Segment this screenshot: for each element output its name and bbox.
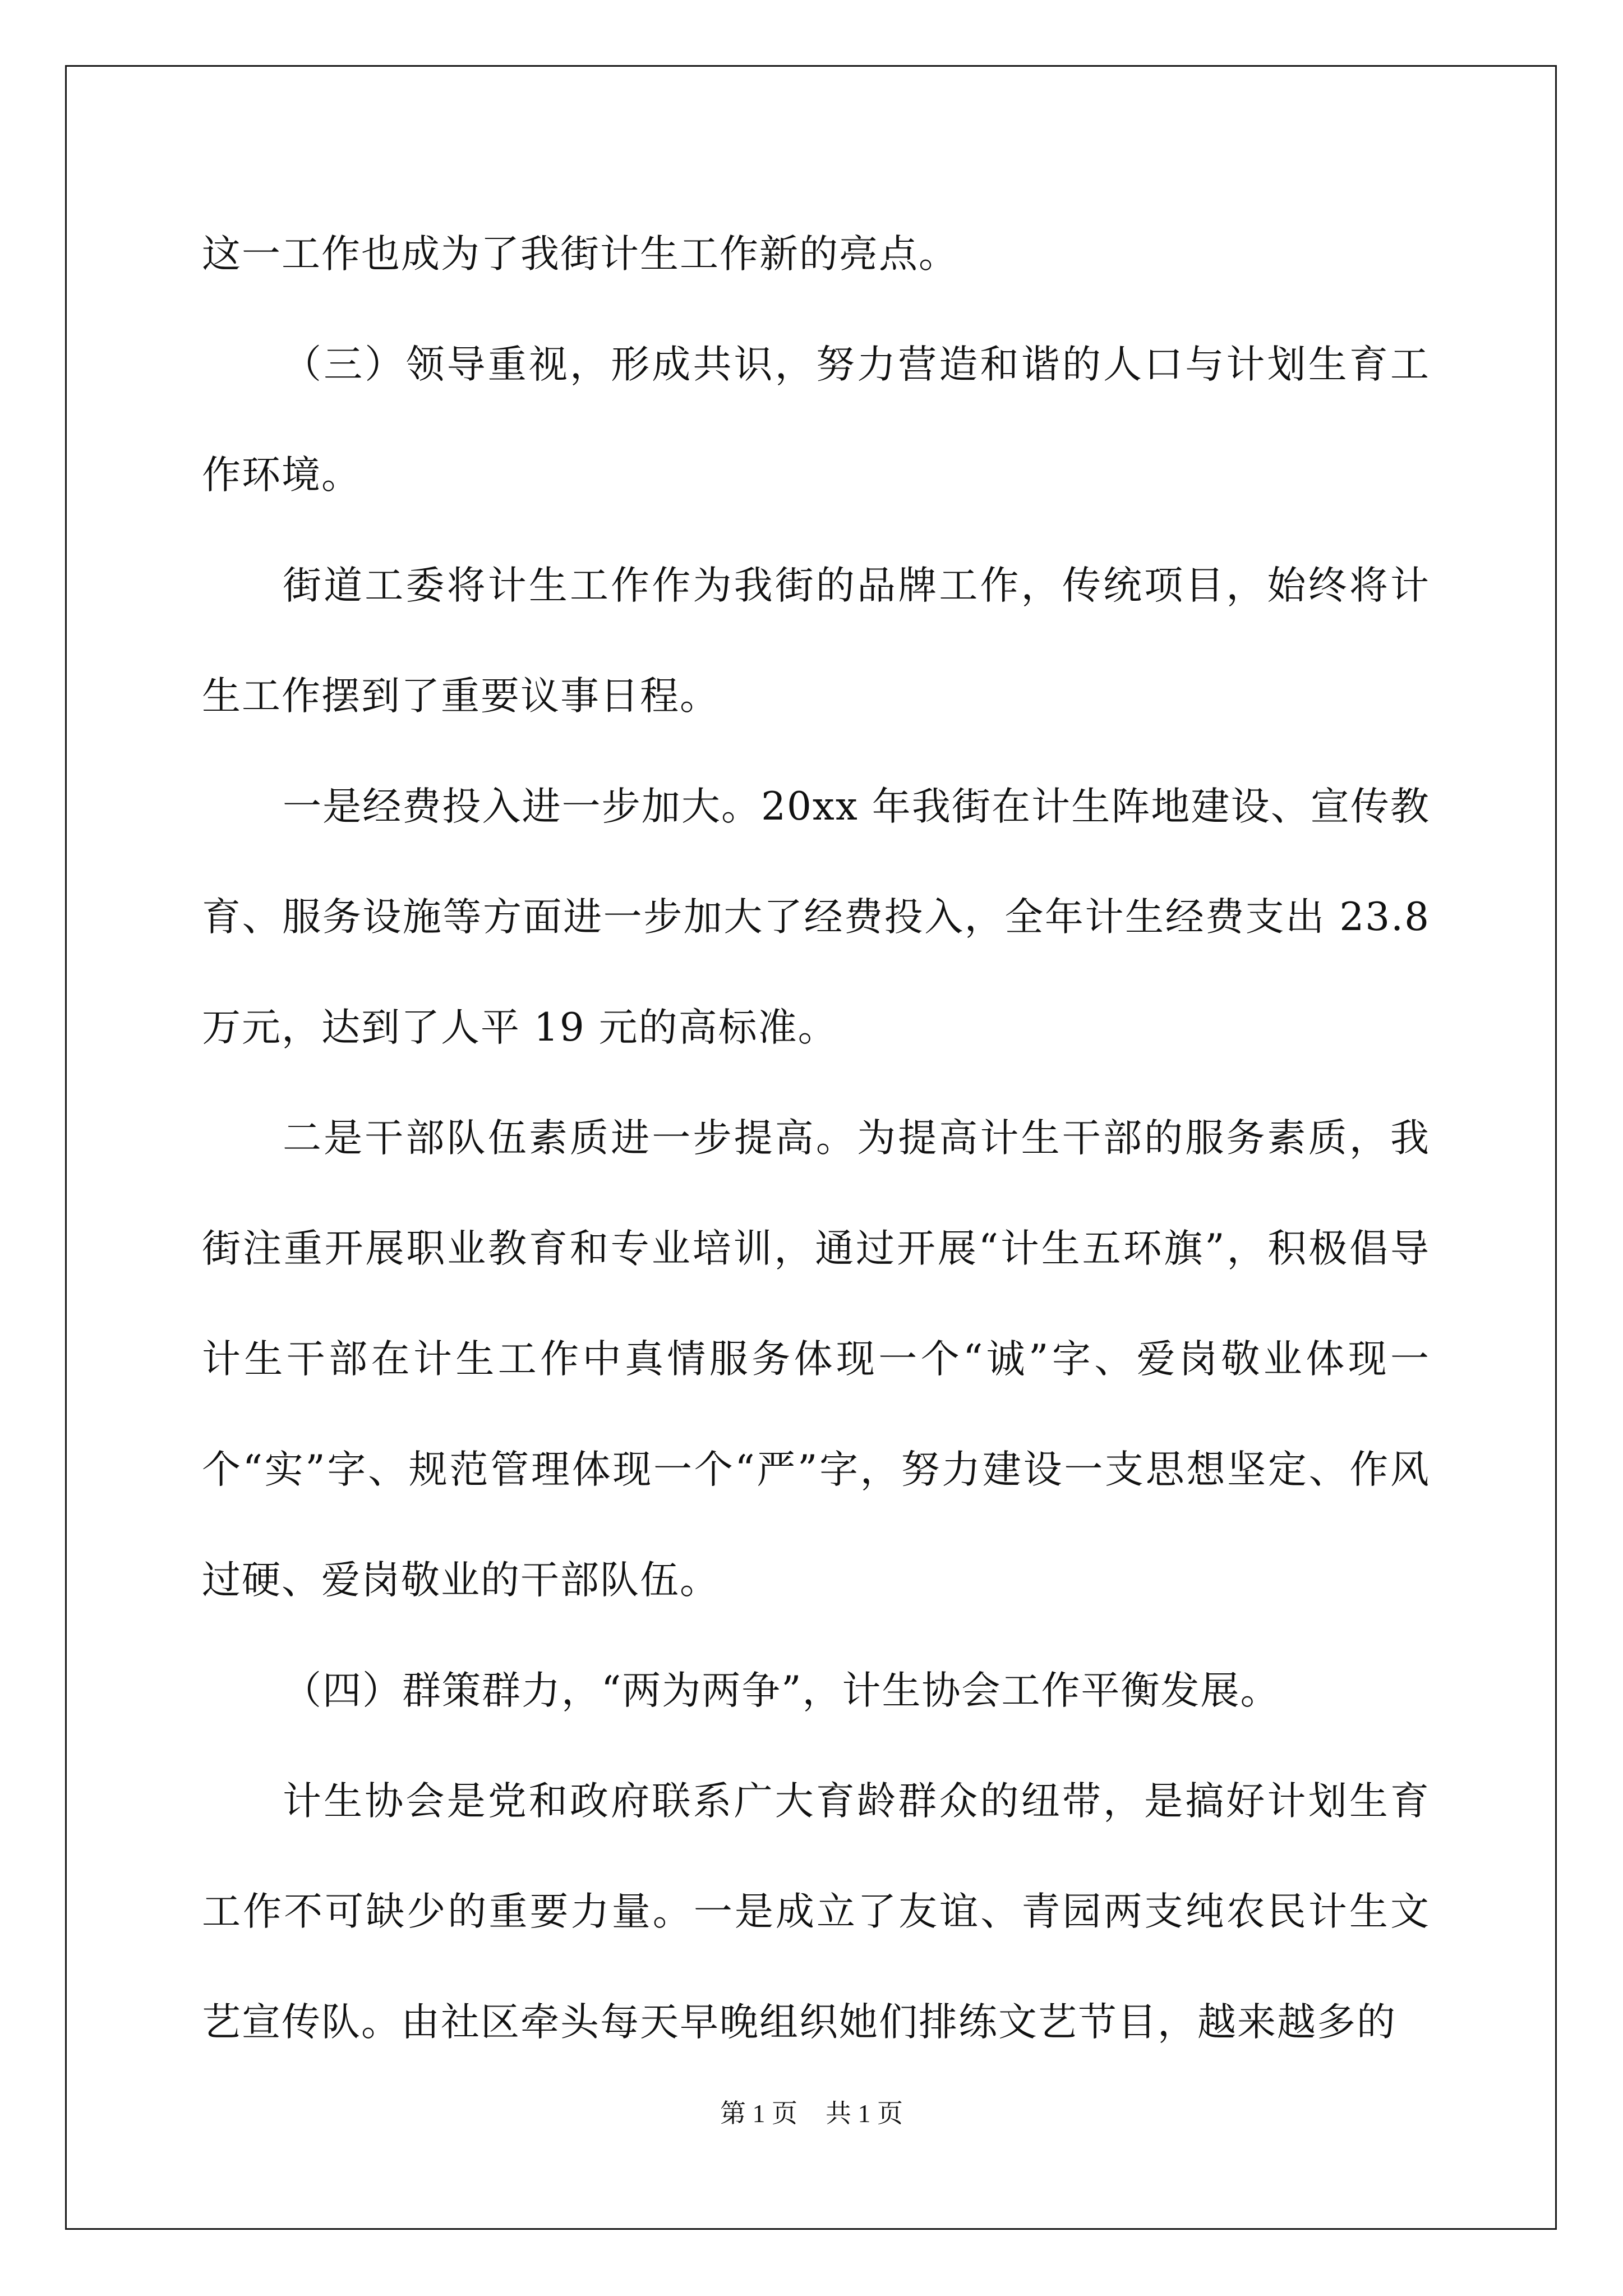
- paragraph-3: 街道工委将计生工作作为我街的品牌工作，传统项目，始终将计生工作摆到了重要议事日程。: [202, 563, 1430, 719]
- paragraph-7: 计生协会是党和政府联系广大育龄群众的纽带，是搞好计划生育工作不可缺少的重要力量。一是成立了友谊、青园两支纯农民计生文艺宣传队。由社区牵头每天早晚组织她们排练文艺节目，越来越多的: [202, 1779, 1430, 2045]
- paragraph-5: 二是干部队伍素质进一步提高。为提高计生干部的服务素质，我街注重开展职业教育和专业培训，通过开展“计生五环旗”，积极倡导计生干部在计生工作中真情服务体现一个“诚”字、爱岗敬业体现一个“实”字、规范管理体现一个“严”字，努力建设一支思想坚定、作风过硬、爱岗敬业的干部队伍。: [202, 1116, 1430, 1603]
- paragraph-1: 这一工作也成为了我街计生工作新的亮点。: [202, 232, 958, 277]
- page-footer: [0, 2097, 1623, 2131]
- paragraph-2-heading: （三）领导重视，形成共识，努力营造和谐的人口与计划生育工作环境。: [202, 342, 1430, 498]
- document-body: [202, 199, 1430, 2078]
- paragraph-4: 一是经费投入进一步加大。20xx 年我街在计生阵地建设、宣传教育、服务设施等方面进一步加大了经费投入，全年计生经费支出 23.8 万元，达到了人平 19 元的高标准。: [202, 784, 1430, 1050]
- page-number: 第 1 页: [720, 2099, 797, 2128]
- paragraph-6-heading: （四）群策群力，“两为两争”，计生协会工作平衡发展。: [283, 1668, 1280, 1713]
- page-total: 共 1 页: [826, 2099, 903, 2128]
